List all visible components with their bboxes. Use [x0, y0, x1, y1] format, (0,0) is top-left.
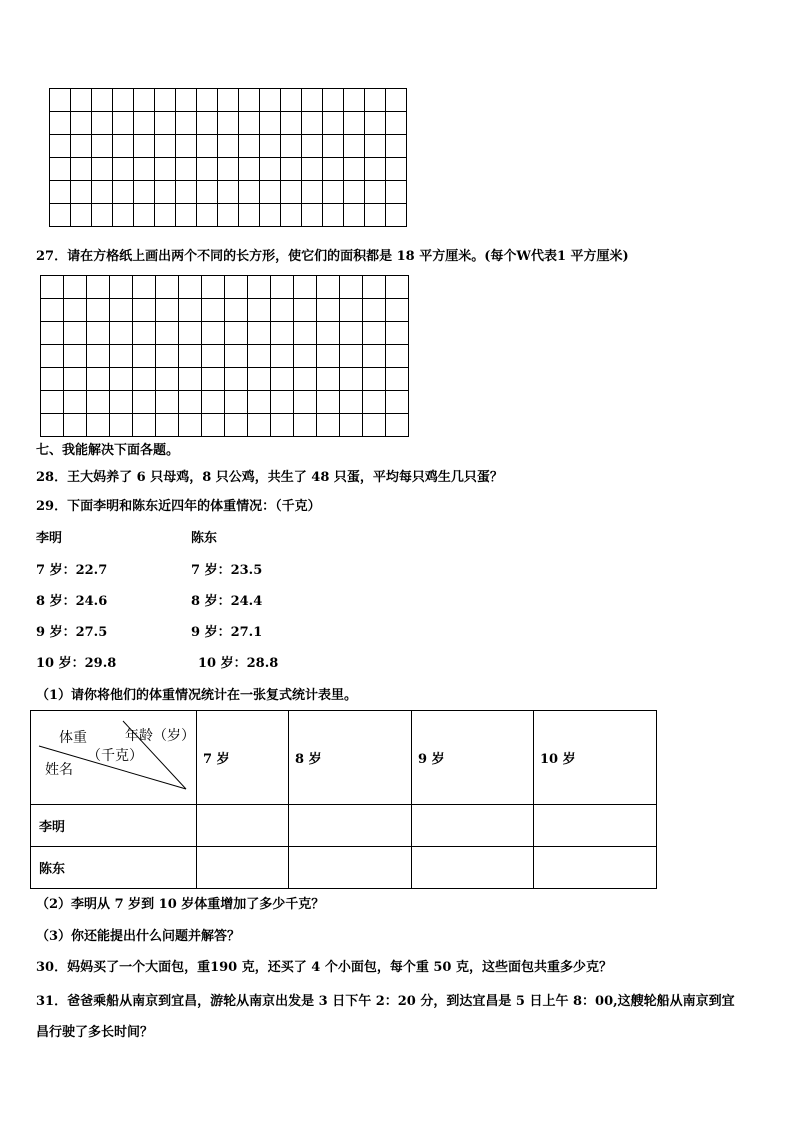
grid-cell[interactable] — [92, 158, 113, 181]
grid-cell[interactable] — [248, 391, 271, 414]
grid-cell[interactable] — [50, 89, 71, 112]
grid-cell[interactable] — [248, 345, 271, 368]
question-29: 29．下面李明和陈东近四年的体重情况：（千克） — [36, 499, 321, 514]
grid-cell[interactable] — [386, 112, 407, 135]
grid-cell[interactable] — [271, 391, 294, 414]
grid-cell[interactable] — [110, 368, 133, 391]
grid-cell[interactable] — [92, 181, 113, 204]
grid-cell[interactable] — [113, 135, 134, 158]
grid-cell[interactable] — [365, 135, 386, 158]
question-27: 27．请在方格纸上画出两个不同的长方形，使它们的面积都是 18 平方厘米。(每个W代表1 平方厘米) — [36, 249, 629, 264]
grid-cell[interactable] — [260, 204, 281, 227]
question-30: 30．妈妈买了一个大面包，重190 克，还买了 4 个小面包，每个重 50 克，这些面包共重多少克？ — [36, 960, 612, 975]
li-ming-weight-9: 9 岁：27.5 — [36, 625, 108, 640]
table-cell[interactable] — [534, 805, 657, 847]
question-29-part-1: （1）请你将他们的体重情况统计在一张复式统计表里。 — [36, 688, 358, 703]
grid-cell[interactable] — [302, 89, 323, 112]
grid-cell[interactable] — [317, 276, 340, 299]
grid-cell[interactable] — [64, 276, 87, 299]
question-31-line-1: 31．爸爸乘船从南京到宜昌，游轮从南京出发是 3 日下午 2：20 分，到达宜昌是 5 日上午 8：00,这艘轮船从南京到宜 — [36, 994, 735, 1009]
grid-cell[interactable] — [197, 181, 218, 204]
weight-statistics-table — [30, 710, 657, 889]
grid-cell[interactable] — [156, 299, 179, 322]
grid-cell[interactable] — [225, 345, 248, 368]
question-29-part-2: （2）李明从 7 岁到 10 岁体重增加了多少千克？ — [36, 897, 325, 912]
grid-cell[interactable] — [302, 135, 323, 158]
grid-cell[interactable] — [113, 112, 134, 135]
grid-cell[interactable] — [317, 299, 340, 322]
grid-cell[interactable] — [323, 89, 344, 112]
grid-cell[interactable] — [50, 181, 71, 204]
grid-cell[interactable] — [271, 345, 294, 368]
grid-cell[interactable] — [260, 89, 281, 112]
grid-cell[interactable] — [202, 276, 225, 299]
li-ming-label: 李明 — [36, 531, 63, 546]
grid-cell[interactable] — [239, 135, 260, 158]
header-name-label: 姓名 — [45, 762, 73, 778]
grid-cell[interactable] — [248, 322, 271, 345]
li-ming-weight-7: 7 岁：22.7 — [36, 563, 108, 578]
grid-cell[interactable] — [248, 414, 271, 437]
header-age-label: 年龄（岁） — [125, 728, 195, 744]
table-cell[interactable] — [289, 847, 412, 889]
grid-cell[interactable] — [281, 112, 302, 135]
grid-cell[interactable] — [218, 135, 239, 158]
grid-cell[interactable] — [134, 158, 155, 181]
grid-cell[interactable] — [202, 414, 225, 437]
grid-cell[interactable] — [179, 276, 202, 299]
question-29-part-3: （3）你还能提出什么问题并解答？ — [36, 929, 241, 944]
grid-cell[interactable] — [344, 181, 365, 204]
grid-cell[interactable] — [155, 112, 176, 135]
grid-cell[interactable] — [386, 181, 407, 204]
grid-cell[interactable] — [176, 181, 197, 204]
grid-cell[interactable] — [363, 368, 386, 391]
grid-cell[interactable] — [202, 299, 225, 322]
grid-cell[interactable] — [110, 414, 133, 437]
grid-cell[interactable] — [110, 391, 133, 414]
grid-cell[interactable] — [64, 368, 87, 391]
grid-cell[interactable] — [260, 135, 281, 158]
grid-cell[interactable] — [317, 322, 340, 345]
grid-cell[interactable] — [113, 158, 134, 181]
grid-cell[interactable] — [110, 299, 133, 322]
grid-cell[interactable] — [248, 276, 271, 299]
grid-cell[interactable] — [87, 414, 110, 437]
grid-cell[interactable] — [386, 204, 407, 227]
grid-cell[interactable] — [64, 299, 87, 322]
grid-cell[interactable] — [239, 158, 260, 181]
grid-cell[interactable] — [133, 391, 156, 414]
grid-cell[interactable] — [50, 135, 71, 158]
grid-cell[interactable] — [281, 204, 302, 227]
grid-cell[interactable] — [260, 112, 281, 135]
column-header-8: 8 岁 — [289, 711, 412, 805]
grid-cell[interactable] — [197, 89, 218, 112]
grid-cell[interactable] — [92, 204, 113, 227]
grid-cell[interactable] — [87, 345, 110, 368]
chen-dong-label: 陈东 — [191, 531, 218, 546]
grid-cell[interactable] — [71, 158, 92, 181]
grid-cell[interactable] — [64, 322, 87, 345]
grid-cell[interactable] — [323, 158, 344, 181]
grid-cell[interactable] — [71, 135, 92, 158]
grid-cell[interactable] — [344, 112, 365, 135]
grid-cell[interactable] — [156, 414, 179, 437]
grid-cell[interactable] — [260, 181, 281, 204]
grid-cell[interactable] — [41, 391, 64, 414]
grid-cell[interactable] — [41, 322, 64, 345]
li-ming-weight-8: 8 岁：24.6 — [36, 594, 108, 609]
grid-cell[interactable] — [71, 89, 92, 112]
grid-cell[interactable] — [202, 322, 225, 345]
grid-cell[interactable] — [41, 276, 64, 299]
grid-cell[interactable] — [386, 322, 409, 345]
grid-cell[interactable] — [344, 135, 365, 158]
grid-cell[interactable] — [386, 345, 409, 368]
grid-cell[interactable] — [317, 345, 340, 368]
grid-cell[interactable] — [176, 204, 197, 227]
grid-cell[interactable] — [365, 204, 386, 227]
section-7-title: 七、我能解决下面各题。 — [36, 443, 180, 458]
grid-cell[interactable] — [133, 322, 156, 345]
grid-cell[interactable] — [87, 368, 110, 391]
grid-cell[interactable] — [386, 414, 409, 437]
table-cell[interactable] — [412, 847, 534, 889]
row-label-chen-dong: 陈东 — [31, 847, 197, 889]
grid-cell[interactable] — [197, 112, 218, 135]
grid-cell[interactable] — [363, 276, 386, 299]
grid-cell[interactable] — [386, 299, 409, 322]
grid-cell[interactable] — [87, 276, 110, 299]
grid-cell[interactable] — [271, 299, 294, 322]
grid-cell[interactable] — [323, 181, 344, 204]
grid-cell[interactable] — [202, 368, 225, 391]
chen-dong-weight-10: 10 岁：28.8 — [198, 656, 279, 671]
grid-cell[interactable] — [317, 368, 340, 391]
grid-cell[interactable] — [302, 158, 323, 181]
grid-cell[interactable] — [225, 276, 248, 299]
grid-cell[interactable] — [92, 135, 113, 158]
grid-cell[interactable] — [197, 204, 218, 227]
grid-cell[interactable] — [363, 391, 386, 414]
grid-cell[interactable] — [386, 135, 407, 158]
grid-cell[interactable] — [302, 204, 323, 227]
grid-cell[interactable] — [134, 181, 155, 204]
grid-cell[interactable] — [225, 299, 248, 322]
grid-cell[interactable] — [134, 204, 155, 227]
grid-cell[interactable] — [92, 89, 113, 112]
grid-cell[interactable] — [294, 368, 317, 391]
grid-paper-1 — [49, 88, 407, 227]
grid-cell[interactable] — [294, 345, 317, 368]
grid-cell[interactable] — [71, 181, 92, 204]
grid-cell[interactable] — [302, 181, 323, 204]
grid-cell[interactable] — [155, 158, 176, 181]
table-cell[interactable] — [197, 805, 289, 847]
grid-cell[interactable] — [281, 135, 302, 158]
grid-cell[interactable] — [317, 391, 340, 414]
grid-cell[interactable] — [176, 89, 197, 112]
grid-cell[interactable] — [134, 89, 155, 112]
grid-cell[interactable] — [155, 204, 176, 227]
grid-cell[interactable] — [197, 135, 218, 158]
grid-cell[interactable] — [50, 158, 71, 181]
grid-cell[interactable] — [340, 391, 363, 414]
grid-cell[interactable] — [365, 89, 386, 112]
grid-cell[interactable] — [340, 345, 363, 368]
grid-cell[interactable] — [41, 414, 64, 437]
grid-cell[interactable] — [179, 322, 202, 345]
grid-cell[interactable] — [197, 158, 218, 181]
grid-cell[interactable] — [271, 414, 294, 437]
grid-cell[interactable] — [155, 89, 176, 112]
grid-cell[interactable] — [133, 345, 156, 368]
question-31-line-2: 昌行驶了多长时间？ — [36, 1025, 154, 1040]
chen-dong-weight-9: 9 岁：27.1 — [191, 625, 263, 640]
grid-cell[interactable] — [323, 135, 344, 158]
header-weight-unit-label: （千克） — [87, 748, 143, 764]
chen-dong-weight-8: 8 岁：24.4 — [191, 594, 263, 609]
grid-cell[interactable] — [71, 112, 92, 135]
grid-cell[interactable] — [294, 391, 317, 414]
grid-cell[interactable] — [386, 89, 407, 112]
grid-cell[interactable] — [239, 181, 260, 204]
grid-cell[interactable] — [156, 345, 179, 368]
li-ming-weight-10: 10 岁：29.8 — [36, 656, 117, 671]
grid-cell[interactable] — [323, 204, 344, 227]
grid-cell[interactable] — [344, 89, 365, 112]
grid-cell[interactable] — [179, 391, 202, 414]
table-cell[interactable] — [289, 805, 412, 847]
grid-cell[interactable] — [176, 135, 197, 158]
grid-cell[interactable] — [239, 204, 260, 227]
grid-cell[interactable] — [87, 322, 110, 345]
grid-cell[interactable] — [225, 414, 248, 437]
table-cell[interactable] — [197, 847, 289, 889]
grid-cell[interactable] — [239, 112, 260, 135]
grid-cell[interactable] — [134, 112, 155, 135]
grid-cell[interactable] — [133, 276, 156, 299]
grid-cell[interactable] — [340, 368, 363, 391]
grid-cell[interactable] — [340, 276, 363, 299]
grid-cell[interactable] — [365, 158, 386, 181]
grid-cell[interactable] — [281, 158, 302, 181]
grid-cell[interactable] — [176, 158, 197, 181]
grid-cell[interactable] — [92, 112, 113, 135]
grid-cell[interactable] — [50, 204, 71, 227]
table-cell[interactable] — [534, 847, 657, 889]
grid-cell[interactable] — [363, 299, 386, 322]
grid-cell[interactable] — [179, 345, 202, 368]
grid-cell[interactable] — [294, 414, 317, 437]
grid-cell[interactable] — [365, 181, 386, 204]
grid-cell[interactable] — [50, 112, 71, 135]
grid-cell[interactable] — [134, 135, 155, 158]
grid-cell[interactable] — [218, 112, 239, 135]
grid-cell[interactable] — [260, 158, 281, 181]
grid-cell[interactable] — [225, 391, 248, 414]
grid-cell[interactable] — [386, 158, 407, 181]
grid-cell[interactable] — [344, 158, 365, 181]
grid-cell[interactable] — [113, 181, 134, 204]
grid-cell[interactable] — [156, 368, 179, 391]
grid-cell[interactable] — [294, 276, 317, 299]
grid-cell[interactable] — [110, 345, 133, 368]
grid-cell[interactable] — [294, 322, 317, 345]
grid-cell[interactable] — [156, 276, 179, 299]
grid-cell[interactable] — [271, 368, 294, 391]
question-28: 28．王大妈养了 6 只母鸡，8 只公鸡，共生了 48 只蛋，平均每只鸡生几只蛋？ — [36, 470, 503, 485]
grid-cell[interactable] — [110, 322, 133, 345]
grid-cell[interactable] — [218, 204, 239, 227]
grid-cell[interactable] — [218, 158, 239, 181]
grid-cell[interactable] — [271, 322, 294, 345]
grid-cell[interactable] — [248, 299, 271, 322]
grid-cell[interactable] — [64, 414, 87, 437]
grid-cell[interactable] — [113, 204, 134, 227]
grid-cell[interactable] — [179, 414, 202, 437]
grid-cell[interactable] — [218, 89, 239, 112]
grid-cell[interactable] — [133, 299, 156, 322]
grid-cell[interactable] — [248, 368, 271, 391]
grid-cell[interactable] — [302, 112, 323, 135]
grid-cell[interactable] — [294, 299, 317, 322]
grid-cell[interactable] — [363, 345, 386, 368]
row-label-li-ming: 李明 — [31, 805, 197, 847]
grid-cell[interactable] — [281, 181, 302, 204]
column-header-10: 10 岁 — [534, 711, 657, 805]
table-header-diagonal-cell — [31, 711, 197, 805]
column-header-9: 9 岁 — [412, 711, 534, 805]
grid-cell[interactable] — [323, 112, 344, 135]
grid-cell[interactable] — [87, 299, 110, 322]
grid-cell[interactable] — [41, 299, 64, 322]
grid-cell[interactable] — [155, 135, 176, 158]
grid-cell[interactable] — [179, 299, 202, 322]
grid-cell[interactable] — [133, 368, 156, 391]
grid-cell[interactable] — [202, 391, 225, 414]
grid-cell[interactable] — [71, 204, 92, 227]
grid-cell[interactable] — [365, 112, 386, 135]
grid-cell[interactable] — [317, 414, 340, 437]
grid-cell[interactable] — [281, 89, 302, 112]
grid-cell[interactable] — [386, 391, 409, 414]
grid-cell[interactable] — [156, 322, 179, 345]
grid-cell[interactable] — [239, 89, 260, 112]
grid-cell[interactable] — [113, 89, 134, 112]
grid-cell[interactable] — [225, 368, 248, 391]
grid-cell[interactable] — [344, 204, 365, 227]
chen-dong-weight-7: 7 岁：23.5 — [191, 563, 263, 578]
grid-cell[interactable] — [87, 391, 110, 414]
grid-cell[interactable] — [225, 322, 248, 345]
grid-cell[interactable] — [155, 181, 176, 204]
column-header-7: 7 岁 — [197, 711, 289, 805]
grid-cell[interactable] — [64, 391, 87, 414]
table-cell[interactable] — [412, 805, 534, 847]
grid-cell[interactable] — [218, 181, 239, 204]
grid-cell[interactable] — [176, 112, 197, 135]
grid-cell[interactable] — [386, 276, 409, 299]
grid-cell[interactable] — [133, 414, 156, 437]
grid-cell[interactable] — [363, 322, 386, 345]
grid-cell[interactable] — [340, 322, 363, 345]
grid-cell[interactable] — [340, 299, 363, 322]
grid-cell[interactable] — [41, 345, 64, 368]
grid-cell[interactable] — [386, 368, 409, 391]
grid-cell[interactable] — [110, 276, 133, 299]
grid-cell[interactable] — [64, 345, 87, 368]
grid-cell[interactable] — [202, 345, 225, 368]
grid-cell[interactable] — [340, 414, 363, 437]
grid-paper-2 — [40, 275, 409, 437]
header-weight-label: 体重 — [59, 730, 87, 746]
grid-cell[interactable] — [41, 368, 64, 391]
grid-cell[interactable] — [156, 391, 179, 414]
grid-cell[interactable] — [363, 414, 386, 437]
grid-cell[interactable] — [271, 276, 294, 299]
grid-cell[interactable] — [179, 368, 202, 391]
